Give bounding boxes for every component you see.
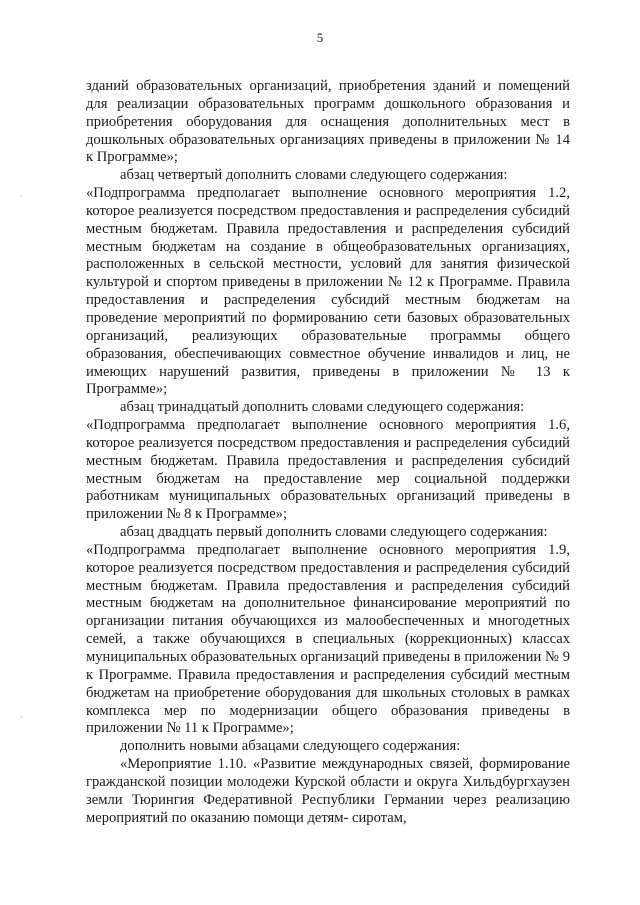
paragraph: абзац четвертый дополнить словами следующего содержания: — [120, 167, 508, 184]
page-number: 5 — [316, 30, 324, 45]
paragraph: дополнить новыми абзацами следующего содержания: — [120, 738, 461, 755]
scan-dot: · — [20, 713, 23, 722]
paragraph: абзац двадцать первый дополнить словами следующего содержания: — [120, 524, 548, 541]
paragraph: «Подпрограмма предполагает выполнение основного мероприятия 1.2, которое реализуется посредством предоставления и распределения субсидий местным бюджетам. Правила предоставления и распределения субсидий местным бюджетам на создание в общеобразовательных организациях, расположенных в сельской местности, условий для занятия физической культурой и спортом приведены в приложении № 12 к Программе. Правила предоставления и распределения субсидий местным бюджетам на проведение мероприятий по формированию сети базовых образовательных организаций, реализующих образовательные программы общего образования, обеспечивающих совместное обучение инвалидов и лиц, не имеющих нарушений развития, приведены в приложении № 13 к Программе»; — [86, 185, 570, 398]
paragraph: «Подпрограмма предполагает выполнение основного мероприятия 1.6, которое реализуется посредством предоставления и распределения субсидий местным бюджетам. Правила предоставления и распределения субсидий местным бюджетам на предоставление мер социальной поддержки работникам муниципальных образовательных организаций приведены в приложении № 8 к Программе»; — [86, 417, 570, 523]
paragraph: абзац тринадцатый дополнить словами следующего содержания: — [120, 399, 525, 416]
document-body — [86, 78, 570, 827]
paragraph: «Подпрограмма предполагает выполнение основного мероприятия 1.9, которое реализуется посредством предоставления и распределения субсидий местным бюджетам. Правила предоставления и распределения субсидий местным бюджетам на дополнительное финансирование мероприятий по организации питания обучающихся из малообеспеченных и многодетных семей, а также обучающихся в специальных (коррекционных) классах муниципальных образовательных организаций приведены в приложении № 9 к Программе. Правила предоставления и распределения субсидий местным бюджетам на приобретение оборудования для школьных столовых в рамках комплекса мер по модернизации общего образования приведены в приложении № 11 к Программе»; — [86, 541, 570, 737]
scan-dot: · — [20, 192, 23, 201]
paragraph: зданий образовательных организаций, приобретения зданий и помещений для реализации образовательных программ дошкольного образования и приобретения оборудования для оснащения дополнительных мест в дошкольных образовательных организациях приведены в приложении № 14 к Программе»; — [86, 78, 570, 166]
paragraph: «Мероприятие 1.10. «Развитие международных связей, формирование гражданской позиции молодежи Курской области и округа Хильдбургхаузен земли Тюрингия Федеративной Республики Германии через реализацию мероприятий по оказанию помощи детям- сиротам, — [86, 756, 570, 826]
